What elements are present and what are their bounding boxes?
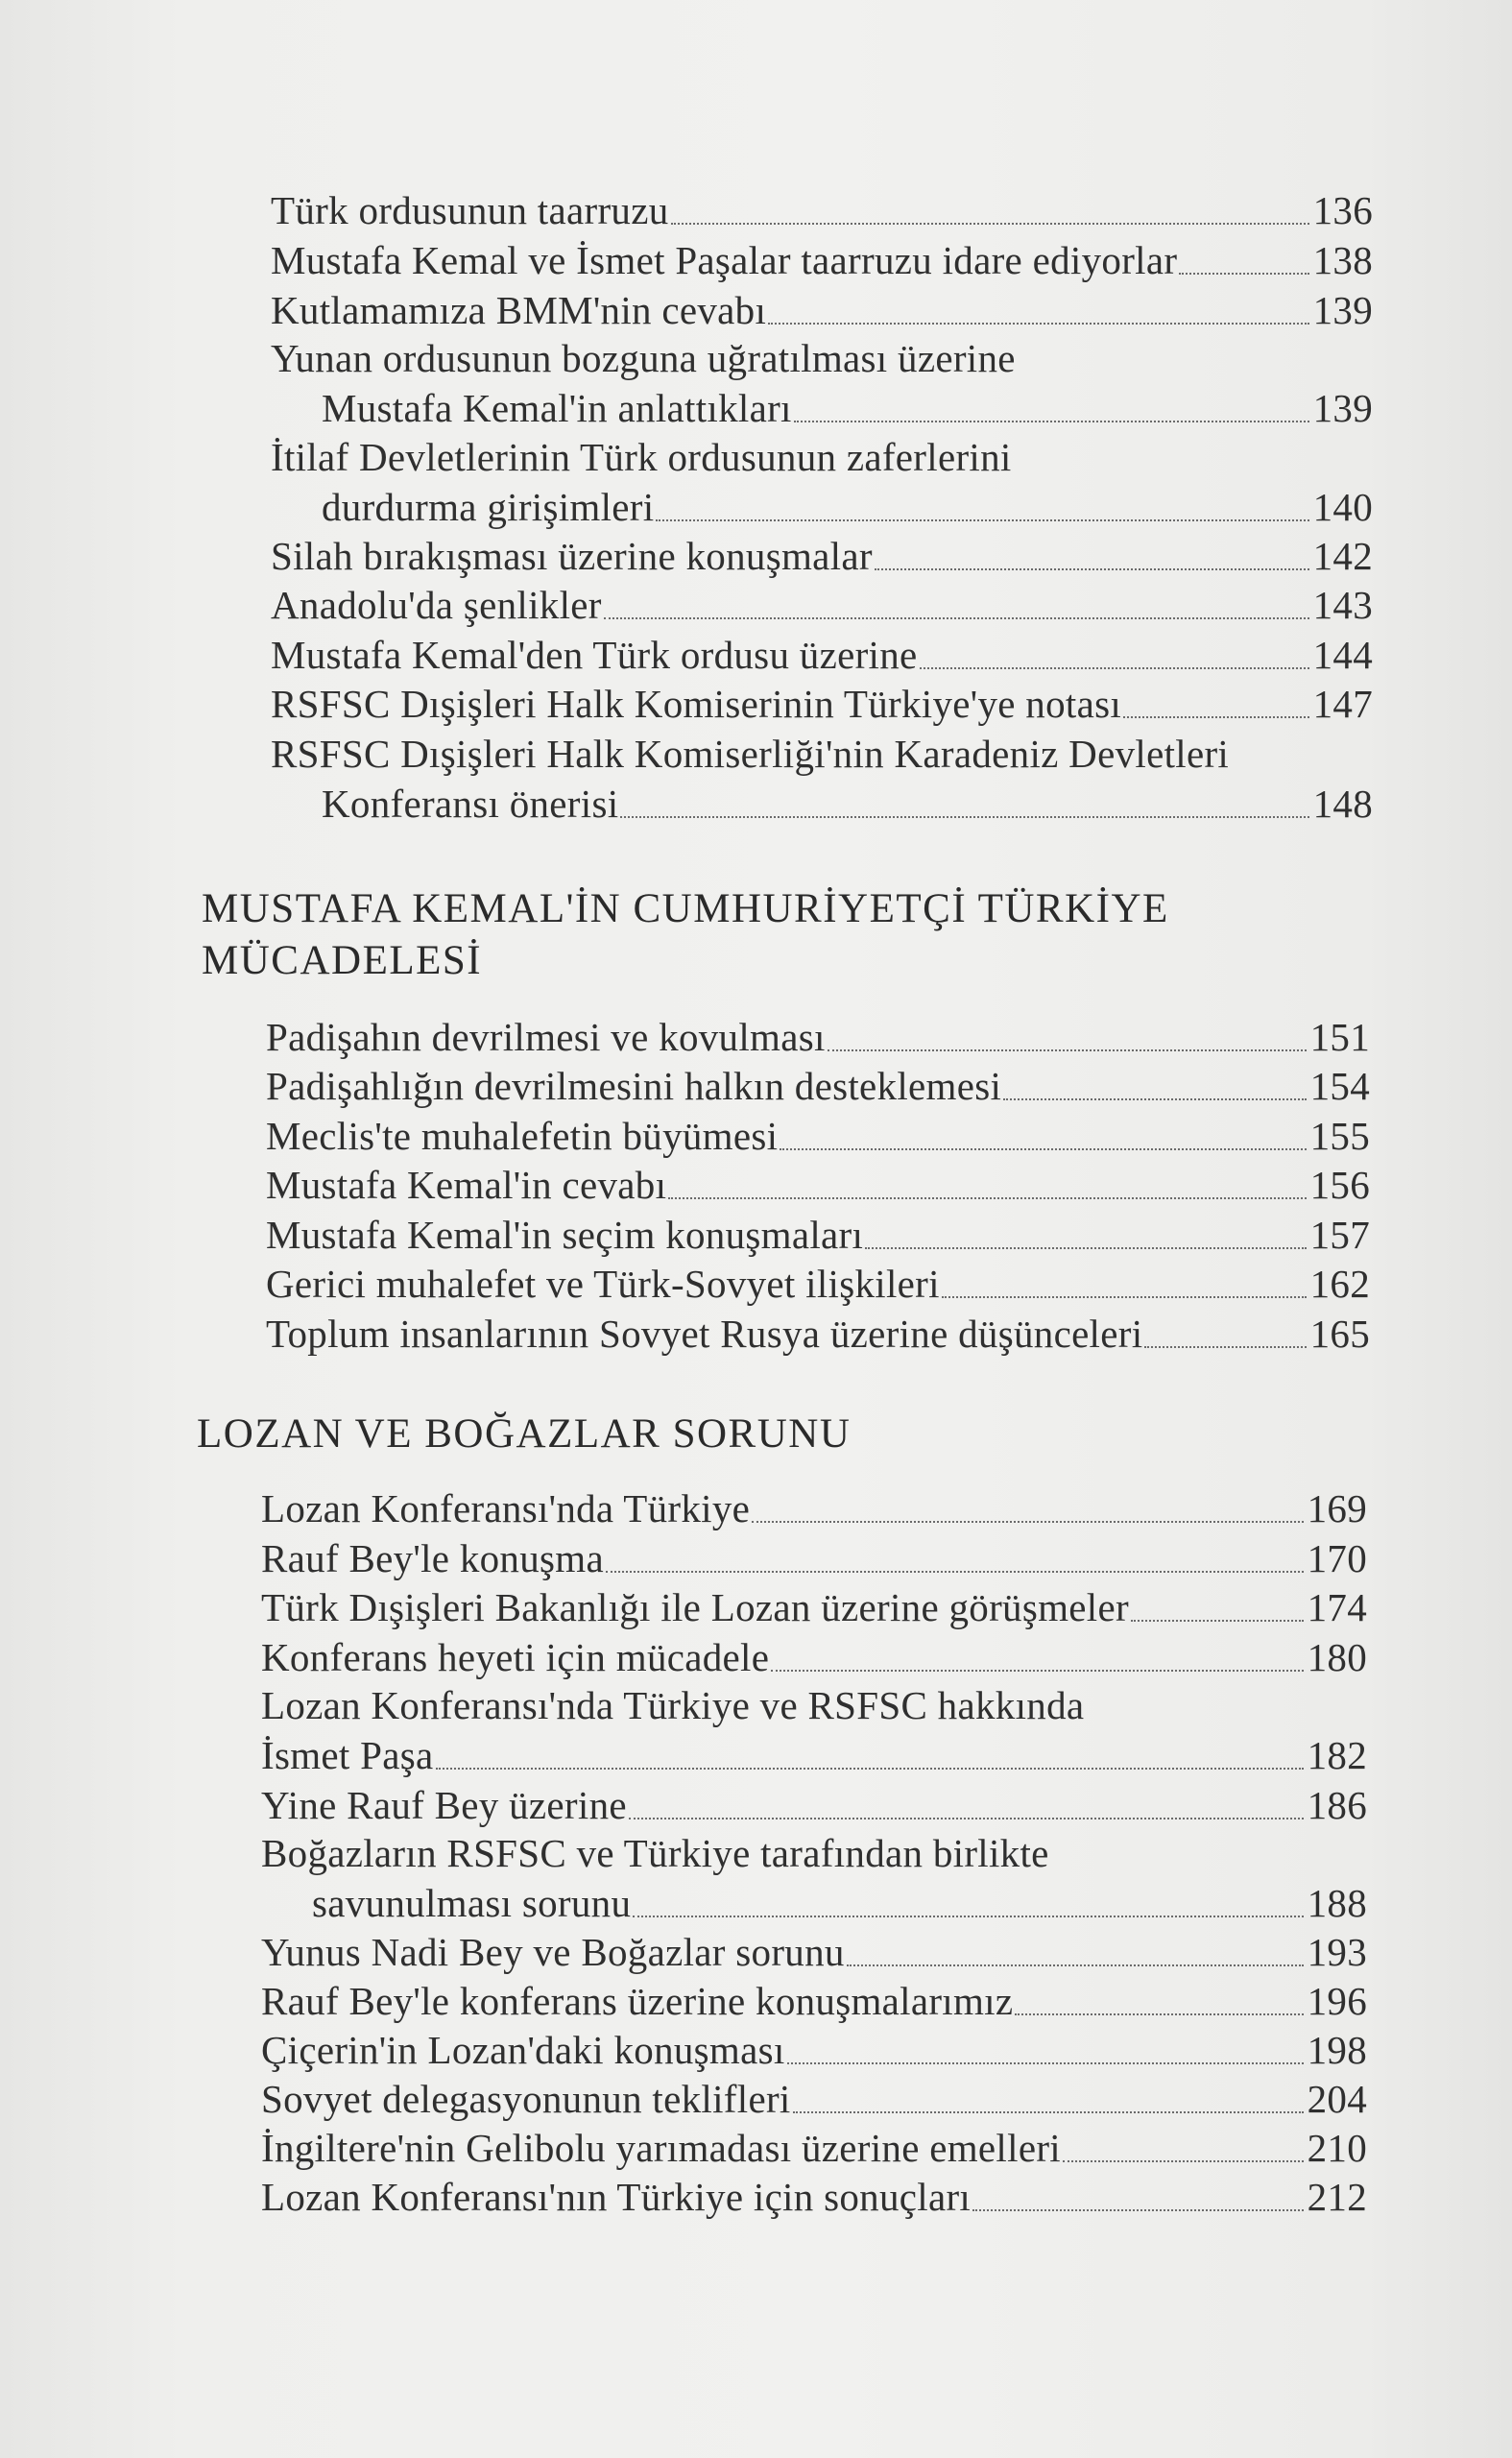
entry-title: RSFSC Dışişleri Halk Komiserinin Türkiye'ye notası — [271, 682, 1122, 726]
dot-leader — [436, 1768, 1304, 1770]
entry-page-number: 210 — [1307, 2126, 1367, 2170]
dot-leader — [972, 2209, 1304, 2211]
entry-page-number: 170 — [1307, 1536, 1367, 1580]
entry-page-number: 138 — [1312, 238, 1373, 282]
entry-page-number: 196 — [1307, 1979, 1367, 2023]
section-heading: MUSTAFA KEMAL'İN CUMHURİYETÇİ TÜRKİYE — [202, 886, 1169, 931]
dot-leader — [671, 223, 1309, 225]
entry-page-number: 155 — [1309, 1114, 1370, 1158]
entry-title: Anadolu'da şenlikler — [271, 583, 602, 627]
entry-page-number: 140 — [1312, 485, 1373, 529]
entry-title: Lozan Konferansı'nda Türkiye — [261, 1486, 751, 1530]
toc-entry — [266, 1309, 1370, 1359]
dot-leader — [920, 667, 1309, 669]
entry-title: Toplum insanlarının Sovyet Rusya üzerine düşünceleri — [266, 1312, 1143, 1356]
entry-page-number: 143 — [1312, 583, 1373, 627]
dot-leader — [633, 1916, 1303, 1917]
entry-title-continuation: savunulması sorunu — [312, 1881, 632, 1925]
entry-title: Kutlamamıza BMM'nin cevabı — [271, 288, 767, 332]
toc-entry — [261, 1533, 1367, 1583]
dot-leader — [847, 1964, 1304, 1966]
entry-title: Yunan ordusunun bozguna uğratılması üzerine — [271, 336, 1016, 380]
entry-page-number: 162 — [1309, 1262, 1370, 1306]
toc-entry — [322, 383, 1373, 433]
dot-leader — [1003, 1098, 1306, 1100]
entry-title-continuation: Mustafa Kemal'in anlattıkları — [322, 386, 792, 430]
entry-title: Türk ordusunun taarruzu — [271, 188, 669, 232]
dot-leader — [865, 1247, 1306, 1249]
entry-title: Lozan Konferansı'nda Türkiye ve RSFSC hakkında — [261, 1683, 1085, 1727]
toc-entry — [271, 630, 1373, 680]
dot-leader — [1144, 1346, 1306, 1348]
entry-page-number: 198 — [1307, 2028, 1367, 2072]
toc-entry — [266, 1259, 1370, 1309]
dot-leader — [771, 1670, 1303, 1672]
toc-entry — [322, 779, 1373, 829]
entry-title: Rauf Bey'le konuşma — [261, 1536, 604, 1580]
dot-leader — [768, 323, 1308, 325]
dot-leader — [793, 2111, 1304, 2113]
toc-entry — [261, 1632, 1367, 1682]
dot-leader — [1179, 273, 1308, 275]
entry-page-number: 169 — [1307, 1486, 1367, 1530]
entry-page-number: 139 — [1312, 288, 1373, 332]
entry-page-number: 193 — [1307, 1930, 1367, 1974]
toc-entry — [312, 1878, 1367, 1928]
entry-page-number: 142 — [1312, 534, 1373, 578]
toc-entry — [266, 1012, 1370, 1062]
toc-entry — [271, 580, 1373, 630]
entry-title: Mustafa Kemal'den Türk ordusu üzerine — [271, 633, 918, 677]
entry-page-number: 147 — [1312, 682, 1373, 726]
entry-title: Lozan Konferansı'nın Türkiye için sonuçları — [261, 2175, 972, 2219]
entry-page-number: 154 — [1309, 1064, 1370, 1108]
entry-title: Padişahın devrilmesi ve kovulması — [266, 1015, 826, 1059]
dot-leader — [752, 1521, 1303, 1523]
entry-title-continuation: Konferansı önerisi — [322, 782, 619, 826]
toc-entry — [261, 1582, 1367, 1632]
dot-leader — [1131, 1620, 1304, 1622]
toc-entry — [266, 1210, 1370, 1260]
dot-leader — [1015, 2013, 1303, 2015]
dot-leader — [620, 816, 1308, 818]
entry-page-number: 151 — [1309, 1015, 1370, 1059]
toc-entry — [271, 235, 1373, 285]
section-heading: LOZAN VE BOĞAZLAR SORUNU — [197, 1411, 852, 1457]
entry-page-number: 182 — [1307, 1733, 1367, 1777]
entry-page-number: 144 — [1312, 633, 1373, 677]
entry-title: Konferans heyeti için mücadele — [261, 1635, 770, 1679]
entry-page-number: 180 — [1307, 1635, 1367, 1679]
entry-title: İtilaf Devletlerinin Türk ordusunun zaferlerini — [271, 435, 1012, 479]
entry-title: Mustafa Kemal ve İsmet Paşalar taarruzu idare ediyorlar — [271, 238, 1178, 282]
toc-entry — [266, 1160, 1370, 1210]
dot-leader — [794, 421, 1309, 422]
dot-leader — [629, 1818, 1304, 1819]
dot-leader — [606, 1571, 1304, 1573]
entry-title-continuation: İsmet Paşa — [261, 1733, 434, 1777]
dot-leader — [668, 1197, 1306, 1199]
entry-page-number: 186 — [1307, 1783, 1367, 1827]
entry-page-number: 204 — [1307, 2077, 1367, 2121]
dot-leader — [1063, 2160, 1304, 2162]
toc-entry — [261, 1927, 1367, 1977]
entry-page-number: 188 — [1307, 1881, 1367, 1925]
entry-page-number: 139 — [1312, 386, 1373, 430]
toc-entry — [271, 679, 1373, 729]
entry-page-number: 212 — [1307, 2175, 1367, 2219]
toc-entry — [271, 285, 1373, 335]
entry-title: Gerici muhalefet ve Türk-Sovyet ilişkileri — [266, 1262, 940, 1306]
entry-title: İngiltere'nin Gelibolu yarımadası üzerine emelleri — [261, 2126, 1061, 2170]
toc-entry — [266, 1111, 1370, 1161]
toc-entry — [261, 1730, 1367, 1780]
entry-title: Yine Rauf Bey üzerine — [261, 1783, 627, 1827]
toc-entry — [322, 482, 1373, 532]
toc-entry — [271, 531, 1373, 581]
toc-entry — [261, 1976, 1367, 2026]
toc-entry — [266, 1061, 1370, 1111]
entry-page-number: 157 — [1309, 1213, 1370, 1257]
entry-title: Mustafa Kemal'in cevabı — [266, 1163, 667, 1207]
entry-title: Silah bırakışması üzerine konuşmalar — [271, 534, 873, 578]
entry-page-number: 174 — [1307, 1585, 1367, 1629]
toc-entry — [271, 185, 1373, 235]
entry-page-number: 156 — [1309, 1163, 1370, 1207]
dot-leader — [780, 1148, 1306, 1150]
toc-entry — [261, 1483, 1367, 1533]
entry-page-number: 136 — [1312, 188, 1373, 232]
toc-entry — [261, 2172, 1367, 2222]
entry-title: RSFSC Dışişleri Halk Komiserliği'nin Karadeniz Devletleri — [271, 732, 1230, 776]
dot-leader — [942, 1296, 1307, 1298]
section-heading-continuation: MÜCADELESİ — [202, 938, 483, 983]
dot-leader — [875, 568, 1309, 570]
entry-title: Padişahlığın devrilmesini halkın desteklemesi — [266, 1064, 1002, 1108]
entry-title: Çiçerin'in Lozan'daki konuşması — [261, 2028, 785, 2072]
entry-title-continuation: durdurma girişimleri — [322, 485, 655, 529]
dot-leader — [828, 1049, 1307, 1051]
entry-title: Türk Dışişleri Bakanlığı ile Lozan üzerine görüşmeler — [261, 1585, 1129, 1629]
entry-page-number: 148 — [1312, 782, 1373, 826]
entry-page-number: 165 — [1309, 1312, 1370, 1356]
toc-entry — [261, 2074, 1367, 2124]
dot-leader — [656, 519, 1308, 521]
toc-entry — [261, 1780, 1367, 1830]
dot-leader — [604, 617, 1309, 619]
entry-title: Boğazların RSFSC ve Türkiye tarafından birlikte — [261, 1831, 1049, 1875]
entry-title: Yunus Nadi Bey ve Boğazlar sorunu — [261, 1930, 845, 1974]
entry-title: Rauf Bey'le konferans üzerine konuşmalarımız — [261, 1979, 1014, 2023]
dot-leader — [1123, 716, 1309, 718]
toc-entry — [261, 2123, 1367, 2173]
entry-title: Meclis'te muhalefetin büyümesi — [266, 1114, 779, 1158]
entry-title: Sovyet delegasyonunun teklifleri — [261, 2077, 791, 2121]
entry-title: Mustafa Kemal'in seçim konuşmaları — [266, 1213, 864, 1257]
dot-leader — [787, 2062, 1304, 2064]
toc-entry — [261, 2025, 1367, 2075]
